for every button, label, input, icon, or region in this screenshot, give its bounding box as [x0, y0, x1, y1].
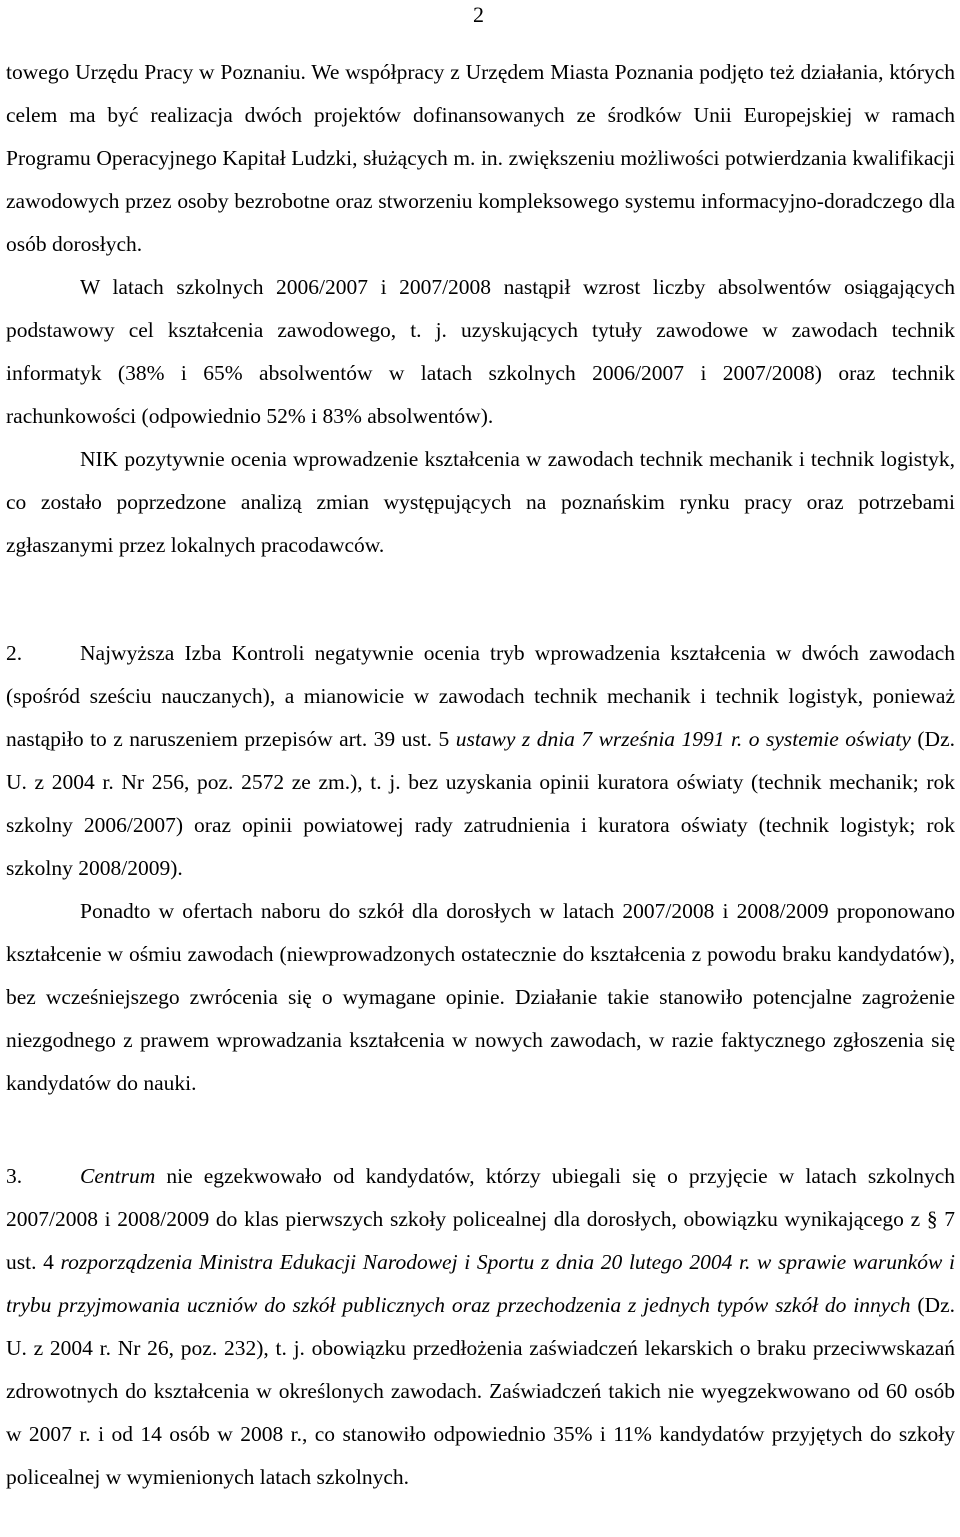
section-text: Najwyższa Izba Kontroli negatywnie ocenia tryb wprowadzenia kształcenia w dwóch zawodach (spośród sześciu nauczanych), a mianowicie w zawodach technik mechanik i technik logistyk, ponieważ nastąpiło to z naruszeniem przepisów art. 39 ust. 5 — [6, 641, 955, 751]
paragraph-nik-positive: NIK pozytywnie ocenia wprowadzenie kształcenia w zawodach technik mechanik i technik logistyk, co zostało poprzedzone analizą zmian występujących na poznańskim rynku pracy oraz potrzebami zgłaszanymi przez lokalnych pracodawców. — [6, 447, 955, 557]
section-number: 2. — [6, 641, 23, 665]
paragraph-offers: Ponadto w ofertach naboru do szkół dla dorosłych w latach 2007/2008 i 2008/2009 proponowano kształcenie w ośmiu zawodach (niewprowadzonych ostatecznie do kształcenia z powodu braku kandydatów), bez wcześniejszego zwrócenia się o wymagane opinie. Działanie takie stanowiło potencjalne zagrożenie niezgodnego z prawem wprowadzania kształcenia w nowych zawodach, w razie faktycznego zgłoszenia się kandydatów do nauki. — [6, 899, 955, 1095]
legal-act-reference: rozporządzenia Ministra Edukacji Narodowej i Sportu z dnia 20 lutego 2004 r. w sprawie warunków i trybu przyjmowania uczniów do szkół publicznych oraz przechodzenia z jednych typów szkół do innych — [6, 1250, 956, 1317]
section-2 — [6, 632, 955, 890]
legal-act-reference: ustawy z dnia 7 września 1991 r. o systemie oświaty — [455, 727, 911, 751]
section-text: (Dz. U. z 2004 r. Nr 256, poz. 2572 ze zm.), t. j. bez uzyskania opinii kuratora oświaty (technik mechanik; rok szkolny 2006/2007) oraz opinii powiatowej rady zatrudnienia i kuratora oświaty (technik logistyk; rok szkolny 2008/2009). — [6, 727, 955, 880]
page-number: 2 — [473, 2, 484, 27]
section-text: nie egzekwowało od kandydatów, którzy ubiegali się o przyjęcie w latach szkolnych 2007/2008 i 2008/2009 do klas pierwszych szkoły policealnej dla dorosłych, obowiązku wynikającego z § 7 ust. 4 — [6, 1164, 955, 1274]
paragraph-graduates: W latach szkolnych 2006/2007 i 2007/2008 nastąpił wzrost liczby absolwentów osiągających podstawowy cel kształcenia zawodowego, t. j. uzyskujących tytuły zawodowe w zawodach technik informatyk (38% i 65% absolwentów w latach szkolnych 2006/2007 i 2007/2008) oraz technik rachunkowości (odpowiednio 52% i 83% absolwentów). — [6, 275, 955, 428]
section-number: 3. — [6, 1164, 23, 1188]
institution-name: Centrum — [80, 1164, 156, 1188]
section-text: (Dz. U. z 2004 r. Nr 26, poz. 232), t. j. obowiązku przedłożenia zaświadczeń lekarskich o braku przeciwwskazań zdrowotnych do kształcenia w określonych zawodach. Zaświadczeń takich nie wyegzekwowano od 60 osób w 2007 r. i od 14 osób w 2008 r., co stanowiło odpowiednio 35% i 11% kandydatów przyjętych do szkoły policealnej w wymienionych latach szkolnych. — [6, 1293, 955, 1489]
section-3 — [6, 1155, 955, 1499]
paragraph-continuation: towego Urzędu Pracy w Poznaniu. We współpracy z Urzędem Miasta Poznania podjęto też działania, których celem ma być realizacja dwóch projektów dofinansowanych ze środków Unii Europejskiej w ramach Programu Operacyjnego Kapitał Ludzki, służących m. in. zwiększeniu możliwości potwierdzania kwalifikacji zawodowych przez osoby bezrobotne oraz stworzeniu kompleksowego systemu informacyjno-doradczego dla osób dorosłych. — [6, 60, 955, 256]
